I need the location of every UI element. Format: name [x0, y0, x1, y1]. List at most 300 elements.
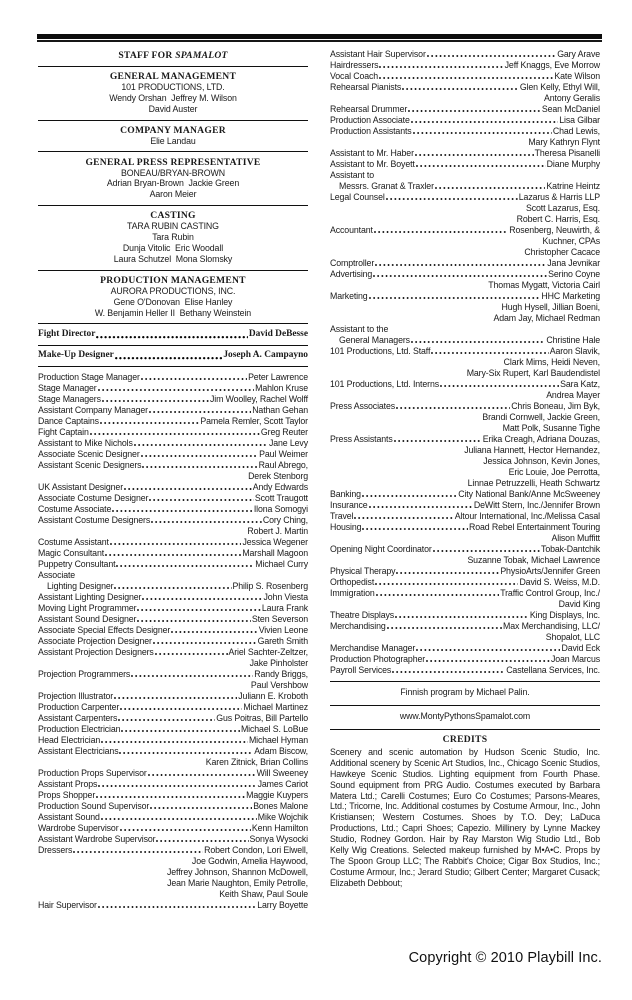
roster-line: [330, 60, 600, 71]
roster-role: Assistant Costume Designers: [38, 514, 151, 525]
roster-name: Peter Lawrence: [248, 371, 308, 382]
dot-leader: [354, 511, 453, 522]
section-line: Aaron Meier: [149, 189, 197, 200]
dot-leader: [137, 603, 260, 614]
roster-role: Associate Special Effects Designer: [38, 624, 171, 635]
roster-line: [330, 643, 600, 654]
roster-name: Jana Jevnikar: [547, 258, 600, 268]
horizontal-rule: [330, 681, 600, 682]
roster-role: Assistant Lighting Designer: [38, 591, 142, 602]
roster-line: [38, 603, 308, 614]
roster-continuation: Jeffrey Johnson, Shannon McDowell,: [167, 866, 308, 877]
roster-role: Physical Therapy: [330, 566, 396, 576]
dot-leader: [105, 548, 241, 559]
roster-role: Banking: [330, 489, 361, 499]
dot-leader: [394, 434, 482, 445]
section-line: David Auster: [148, 103, 198, 114]
section-line: Laura Schutzel Mona Slomsky: [113, 254, 233, 264]
roster-role: General Managers: [339, 335, 410, 345]
dot-leader: [155, 647, 228, 658]
roster-continuation: Kuchner, CPAs: [542, 236, 600, 246]
dot-leader: [119, 746, 253, 757]
section-line: Tara Rubin: [152, 232, 194, 243]
roster-name: Robert Condon, Lori Elwell,: [204, 844, 308, 855]
right-staff-roster: [330, 49, 600, 676]
dot-leader: [374, 225, 508, 236]
roster-role: Production Electrician: [38, 723, 121, 734]
roster-name: Erika Creagh, Adriana Douzas,: [482, 434, 600, 444]
roster-name: Gareth Smith: [257, 635, 308, 646]
roster-role: Payroll Services: [330, 665, 392, 675]
section-heading: [38, 275, 308, 286]
dot-leader: [151, 515, 262, 526]
roster-line: [38, 592, 308, 603]
roster-continuation: Matt Polk, Susanne Tighe: [502, 423, 600, 433]
roster-continuation: Adam Jay, Michael Redman: [493, 313, 600, 323]
roster-name: Mahlon Kruse: [255, 382, 308, 393]
dot-leader: [396, 566, 499, 577]
roster-continuation: Juliana Hannett, Hector Hernandez,: [464, 445, 600, 455]
roster-name: John Viesta: [263, 591, 308, 602]
roster-continuation: Andrea Mayer: [546, 390, 600, 400]
dot-leader: [369, 291, 541, 302]
roster-role: Production Assistants: [330, 126, 412, 136]
roster-name: Lazarus & Harris LLP: [518, 192, 600, 202]
dot-leader: [392, 665, 505, 676]
roster-line: [330, 379, 600, 390]
copyright-notice: Copyright © 2010 Playbill Inc.: [408, 950, 602, 966]
roster-continuation: Shopalot, LLC: [545, 632, 600, 642]
roster-line: [330, 126, 600, 137]
dot-leader: [142, 460, 257, 471]
roster-name: Christine Hale: [546, 335, 600, 345]
roster-name: Road Rebel Entertainment Touring: [469, 522, 600, 532]
roster-role: Merchandising: [330, 621, 386, 631]
dot-leader: [96, 790, 245, 801]
dot-leader: [149, 493, 254, 504]
roster-name: Gus Poitras, Bill Partello: [216, 712, 308, 723]
section-heading-text: CASTING: [150, 210, 196, 222]
roster-continuation: Robert C. Harris, Esq.: [516, 214, 600, 224]
roster-continuation: Jake Pinholster: [249, 657, 308, 668]
roster-line: [38, 383, 308, 394]
roster-line: [38, 372, 308, 383]
dot-leader: [369, 500, 473, 511]
roster-line: [38, 625, 308, 636]
roster-line: [330, 82, 600, 93]
roster-name: Sara Katz,: [560, 379, 600, 389]
dot-leader: [141, 449, 258, 460]
roster-line: [38, 449, 308, 460]
featured-credit-line: [38, 329, 308, 341]
roster-line: [38, 548, 308, 559]
dot-leader: [373, 269, 547, 280]
dot-leader: [121, 724, 240, 735]
dot-leader: [101, 735, 248, 746]
roster-role: Production Sound Supervisor: [38, 800, 150, 811]
roster-name: Kate Wilson: [554, 71, 600, 81]
roster-name: Juliann E. Kroboth: [238, 690, 308, 701]
roster-name: Sten Severson: [251, 613, 308, 624]
roster-name: Rosenberg, Neuwirth, &: [509, 225, 600, 235]
dot-leader: [411, 115, 559, 126]
dot-leader: [395, 610, 529, 621]
top-double-rule: [37, 34, 602, 42]
roster-role: Stage Manager: [38, 382, 97, 393]
roster-role: Assistant Company Manager: [38, 404, 148, 415]
dot-leader: [433, 544, 540, 555]
roster-line: [330, 434, 600, 445]
roster-role: Assistant to Mr. Boyett: [330, 159, 415, 169]
roster-continuation: Scott Lazarus, Esq.: [526, 203, 600, 213]
roster-line: [330, 346, 600, 357]
roster-name: Diane Murphy: [546, 159, 600, 169]
roster-name: Tobak-Dantchik: [541, 544, 600, 554]
roster-role: Assistant Props: [38, 778, 98, 789]
roster-line: [38, 416, 308, 427]
dot-leader: [114, 581, 231, 592]
dot-leader: [379, 71, 553, 82]
roster-name: Jeff Knaggs, Eve Morrow: [504, 60, 600, 70]
roster-role: Merchandise Manager: [330, 643, 416, 653]
roster-role: Stage Managers: [38, 393, 101, 404]
dot-leader: [100, 416, 199, 427]
dot-leader: [379, 60, 503, 71]
roster-line: [330, 401, 600, 412]
roster-role: Rehearsal Drummer: [330, 104, 408, 114]
roster-line: [38, 702, 308, 713]
roster-line: [38, 812, 308, 823]
dot-leader: [435, 181, 546, 192]
dot-leader: [101, 812, 257, 823]
roster-continuation: Clark Mims, Heidi Neven,: [503, 357, 600, 367]
section-heading-text: GENERAL MANAGEMENT: [109, 70, 237, 82]
roster-role: Assistant Sound Designer: [38, 613, 137, 624]
section-heading-text: SPAMALOT: [175, 50, 228, 61]
dot-leader: [413, 126, 552, 137]
roster-line: [330, 511, 600, 522]
roster-name: Marshall Magoon: [242, 547, 308, 558]
roster-name: PhysioArts/Jennifer Green: [500, 566, 600, 576]
roster-continuation: Suzanne Tobak, Michael Lawrence: [467, 555, 600, 565]
dot-leader: [171, 625, 258, 636]
roster-name: Jessica Wegener: [242, 536, 308, 547]
roster-line: [38, 460, 308, 471]
roster-line: [38, 779, 308, 790]
roster-role: Production Props Supervisor: [38, 767, 147, 778]
dot-leader: [131, 669, 253, 680]
dot-leader: [415, 148, 534, 159]
roster-role: Dressers: [38, 844, 73, 855]
roster-name: Jim Woolley, Rachel Wolff: [209, 393, 308, 404]
roster-name: Chad Lewis,: [552, 126, 600, 136]
roster-line: [38, 834, 308, 845]
featured-name: Joseph A. Campayno: [223, 350, 308, 361]
roster-continuation: Karen Zitnick, Brian Collins: [205, 756, 308, 767]
roster-role: Moving Light Programmer: [38, 602, 137, 613]
roster-name: Raul Abrego,: [258, 459, 308, 470]
section-heading-text: COMPANY MANAGER: [120, 124, 226, 136]
roster-role: Associate Costume Designer: [38, 492, 149, 503]
roster-role: Housing: [330, 522, 362, 532]
roster-name: Michael S. LoBue: [240, 723, 308, 734]
roster-continuation: Jessica Johnson, Kevin Jones,: [483, 456, 600, 466]
roster-role: Assistant to Mr. Haber: [330, 148, 414, 158]
roster-line: [38, 614, 308, 625]
roster-line: [38, 636, 308, 647]
roster-name: Larry Boyette: [257, 899, 308, 910]
roster-role: Insurance: [330, 500, 368, 510]
roster-role: Assistant Hair Supervisor: [330, 49, 426, 59]
roster-name: David S. Weiss, M.D.: [519, 577, 600, 587]
roster-continuation: Thomas Mygatt, Victoria Cairl: [488, 280, 600, 290]
right-column: [330, 49, 600, 889]
roster-role: Marketing: [330, 291, 368, 301]
dot-leader: [96, 329, 248, 341]
roster-name: King Displays, Inc.: [529, 610, 600, 620]
roster-line: [330, 577, 600, 588]
roster-role: Costume Assistant: [38, 536, 109, 547]
roster-line: [330, 291, 600, 302]
dot-leader: [411, 335, 545, 346]
roster-name: Greg Reuter: [260, 426, 308, 437]
roster-name: Adam Biscow,: [254, 745, 308, 756]
roster-line: [38, 669, 308, 680]
roster-name: Lisa Gilbar: [559, 115, 600, 125]
roster-name: Paul Weimer: [259, 448, 308, 459]
roster-name: Mike Wojchik: [257, 811, 308, 822]
roster-line: [38, 845, 308, 856]
roster-continuation: Jean Marie Naughton, Emily Petrolle,: [167, 877, 308, 888]
section-heading: [38, 210, 308, 221]
featured-credits: [38, 329, 308, 368]
dot-leader: [153, 636, 257, 647]
roster-line: [38, 504, 308, 515]
roster-line: [38, 559, 308, 570]
roster-line: [38, 823, 308, 834]
roster-role: Orthopedist: [330, 577, 375, 587]
roster-line: [330, 665, 600, 676]
roster-continuation: Mary-Six Rupert, Karl Baudendistel: [466, 368, 600, 378]
section-line: BONEAU/BRYAN-BROWN: [121, 167, 225, 178]
dot-leader: [141, 372, 247, 383]
dot-leader: [150, 801, 252, 812]
dot-leader: [134, 438, 268, 449]
roster-line: [38, 691, 308, 702]
dot-leader: [408, 104, 541, 115]
dot-leader: [116, 559, 254, 570]
roster-name: Maggie Kuypers: [246, 789, 308, 800]
dot-leader: [98, 779, 256, 790]
dot-leader: [386, 192, 518, 203]
dot-leader: [90, 427, 260, 438]
roster-role: UK Assistant Designer: [38, 481, 123, 492]
roster-line: [330, 181, 600, 192]
roster-role: Production Carpenter: [38, 701, 120, 712]
roster-continuation: Derek Stenborg: [248, 470, 308, 481]
roster-line: [38, 427, 308, 438]
roster-name: Ariel Sachter-Zeltzer,: [228, 646, 308, 657]
roster-line: [38, 647, 308, 658]
roster-line: [330, 654, 600, 665]
dot-leader: [416, 159, 546, 170]
dot-leader: [124, 482, 252, 493]
roster-role: 101 Productions, Ltd. Staff: [330, 346, 431, 356]
roster-name: Theresa Pisanelli: [534, 148, 600, 158]
roster-continuation: Antony Geralis: [543, 93, 600, 103]
dot-leader: [137, 614, 251, 625]
section-line: Wendy Orshan Jeffrey M. Wilson: [109, 92, 237, 103]
roster-role: Rehearsal Pianists: [330, 82, 402, 92]
roster-role: Vocal Coach: [330, 71, 379, 81]
roster-line: [330, 621, 600, 632]
roster-line: [330, 71, 600, 82]
roster-name: Randy Briggs,: [254, 668, 308, 679]
roster-name: Scott Traugott: [254, 492, 308, 503]
dot-leader: [156, 834, 248, 845]
roster-name: Bones Malone: [253, 800, 308, 811]
section-line: W. Benjamin Heller II Bethany Weinstein: [94, 307, 252, 318]
horizontal-rule: [38, 345, 308, 346]
dot-leader: [402, 82, 519, 93]
roster-continuation: Mary Kathryn Flynt: [528, 137, 600, 147]
roster-continuation: Keith Shaw, Paul Soule: [219, 888, 308, 899]
roster-name: Katrine Heintz: [546, 181, 600, 191]
section-heading: [38, 125, 308, 136]
roster-continuation: Christopher Cacace: [524, 247, 600, 257]
roster-name: DeWitt Stern, Inc./Jennifer Brown: [473, 500, 600, 510]
roster-role: Puppetry Consultant: [38, 558, 116, 569]
dot-leader: [110, 537, 242, 548]
roster-line: [38, 394, 308, 405]
roster-role: Magic Consultant: [38, 547, 105, 558]
roster-role: Messrs. Granat & Traxler: [339, 181, 434, 191]
roster-label: Assistant to the: [330, 324, 389, 334]
roster-role: Press Associates: [330, 401, 396, 411]
roster-role: Props Shopper: [38, 789, 96, 800]
roster-line: [38, 581, 308, 592]
horizontal-rule: [330, 729, 600, 730]
roster-line: [38, 768, 308, 779]
roster-continuation: Alison Muffitt: [551, 533, 600, 543]
roster-role: Production Photographer: [330, 654, 426, 664]
roster-role: Hairdressers: [330, 60, 379, 70]
featured-credit-line: [38, 350, 308, 362]
roster-line: [38, 790, 308, 801]
section-heading-text: GENERAL PRESS REPRESENTATIVE: [85, 156, 261, 168]
dot-leader: [362, 522, 468, 533]
featured-name: David DeBesse: [248, 328, 308, 339]
dot-leader: [98, 383, 255, 394]
roster-name: Chris Boneau, Jim Byk,: [511, 401, 600, 411]
roster-line: [330, 588, 600, 599]
roster-name: Serino Coyne: [548, 269, 600, 279]
staff-header-sections: [38, 50, 308, 324]
section-line: Elie Landau: [150, 135, 196, 146]
roster-role: Advertising: [330, 269, 373, 279]
left-staff-roster: [38, 372, 308, 911]
roster-name: HHC Marketing: [541, 291, 600, 301]
roster-name: Sean McDaniel: [541, 104, 600, 114]
roster-name: James Cariot: [257, 778, 308, 789]
roster-name: Ilona Somogyi: [253, 503, 308, 514]
roster-role: Projection Programmers: [38, 668, 131, 679]
roster-name: Gary Arave: [557, 49, 600, 59]
roster-role: Production Stage Manager: [38, 371, 140, 382]
roster-name: Jane Levy: [268, 437, 308, 448]
credits-heading: CREDITS: [442, 733, 488, 745]
roster-continuation: Hugh Hysell, Jillian Boeni,: [501, 302, 600, 312]
roster-name: Joan Marcus: [550, 654, 600, 664]
roster-role: Immigration: [330, 588, 375, 598]
top-rule-thin: [37, 40, 602, 42]
roster-line: [38, 515, 308, 526]
dot-leader: [114, 691, 237, 702]
roster-role: Opening Night Coordinator: [330, 544, 432, 554]
roster-role: Costume Associate: [38, 503, 112, 514]
roster-name: Andy Edwards: [252, 481, 308, 492]
roster-role: Assistant to Mike Nichols: [38, 437, 133, 448]
section-line: TARA RUBIN CASTING: [127, 221, 219, 232]
horizontal-rule: [38, 66, 308, 67]
roster-role: Assistant Wardrobe Supervisor: [38, 833, 156, 844]
finnish-program-note: Finnish program by Michael Palin.: [400, 687, 530, 698]
roster-role: Lighting Designer: [47, 580, 114, 591]
dot-leader: [427, 49, 556, 60]
dot-leader: [102, 394, 209, 405]
section-heading: [38, 71, 308, 82]
roster-line: [330, 104, 600, 115]
horizontal-rule: [330, 705, 600, 706]
dot-leader: [426, 654, 550, 665]
roster-name: Castellana Services, Inc.: [506, 665, 600, 675]
dot-leader: [416, 643, 560, 654]
dot-leader: [376, 588, 500, 599]
roster-name: City National Bank/Anne McSweeney: [458, 489, 600, 499]
roster-line: [330, 258, 600, 269]
dot-leader: [375, 258, 546, 269]
roster-line: [38, 713, 308, 724]
roster-line: [330, 566, 600, 577]
dot-leader: [375, 577, 518, 588]
roster-continuation: Eric Louie, Joe Perrotta,: [508, 467, 600, 477]
roster-role: Associate Projection Designer: [38, 635, 152, 646]
roster-continuation: Linnae Petruzzelli, Heath Schwartz: [467, 478, 600, 488]
section-line: AURORA PRODUCTIONS, INC.: [110, 285, 236, 296]
roster-continuation: Paul Vershbow: [250, 679, 308, 690]
roster-name: Laura Frank: [261, 602, 308, 613]
roster-line: [38, 438, 308, 449]
roster-role: Assistant Projection Designers: [38, 646, 154, 657]
roster-label: Associate: [38, 569, 76, 580]
horizontal-rule: [38, 120, 308, 121]
roster-line: [38, 724, 308, 735]
roster-name: Aaron Slavik,: [549, 346, 600, 356]
section-heading-text: PRODUCTION MANAGEMENT: [100, 274, 246, 286]
roster-role: Assistant Scenic Designers: [38, 459, 142, 470]
roster-line: [330, 610, 600, 621]
section-line: Adrian Bryan-Brown Jackie Green: [106, 178, 240, 189]
website-url: www.MontyPythonsSpamalot.com: [399, 711, 531, 722]
dot-leader: [73, 845, 203, 856]
dot-leader: [362, 489, 457, 500]
roster-line: [38, 900, 308, 911]
roster-name: Cory Ching,: [262, 514, 308, 525]
roster-name: Pamela Remler, Scott Taylor: [200, 415, 308, 426]
roster-name: Vivien Leone: [258, 624, 308, 635]
dot-leader: [431, 346, 548, 357]
featured-role: Fight Director: [38, 328, 96, 339]
